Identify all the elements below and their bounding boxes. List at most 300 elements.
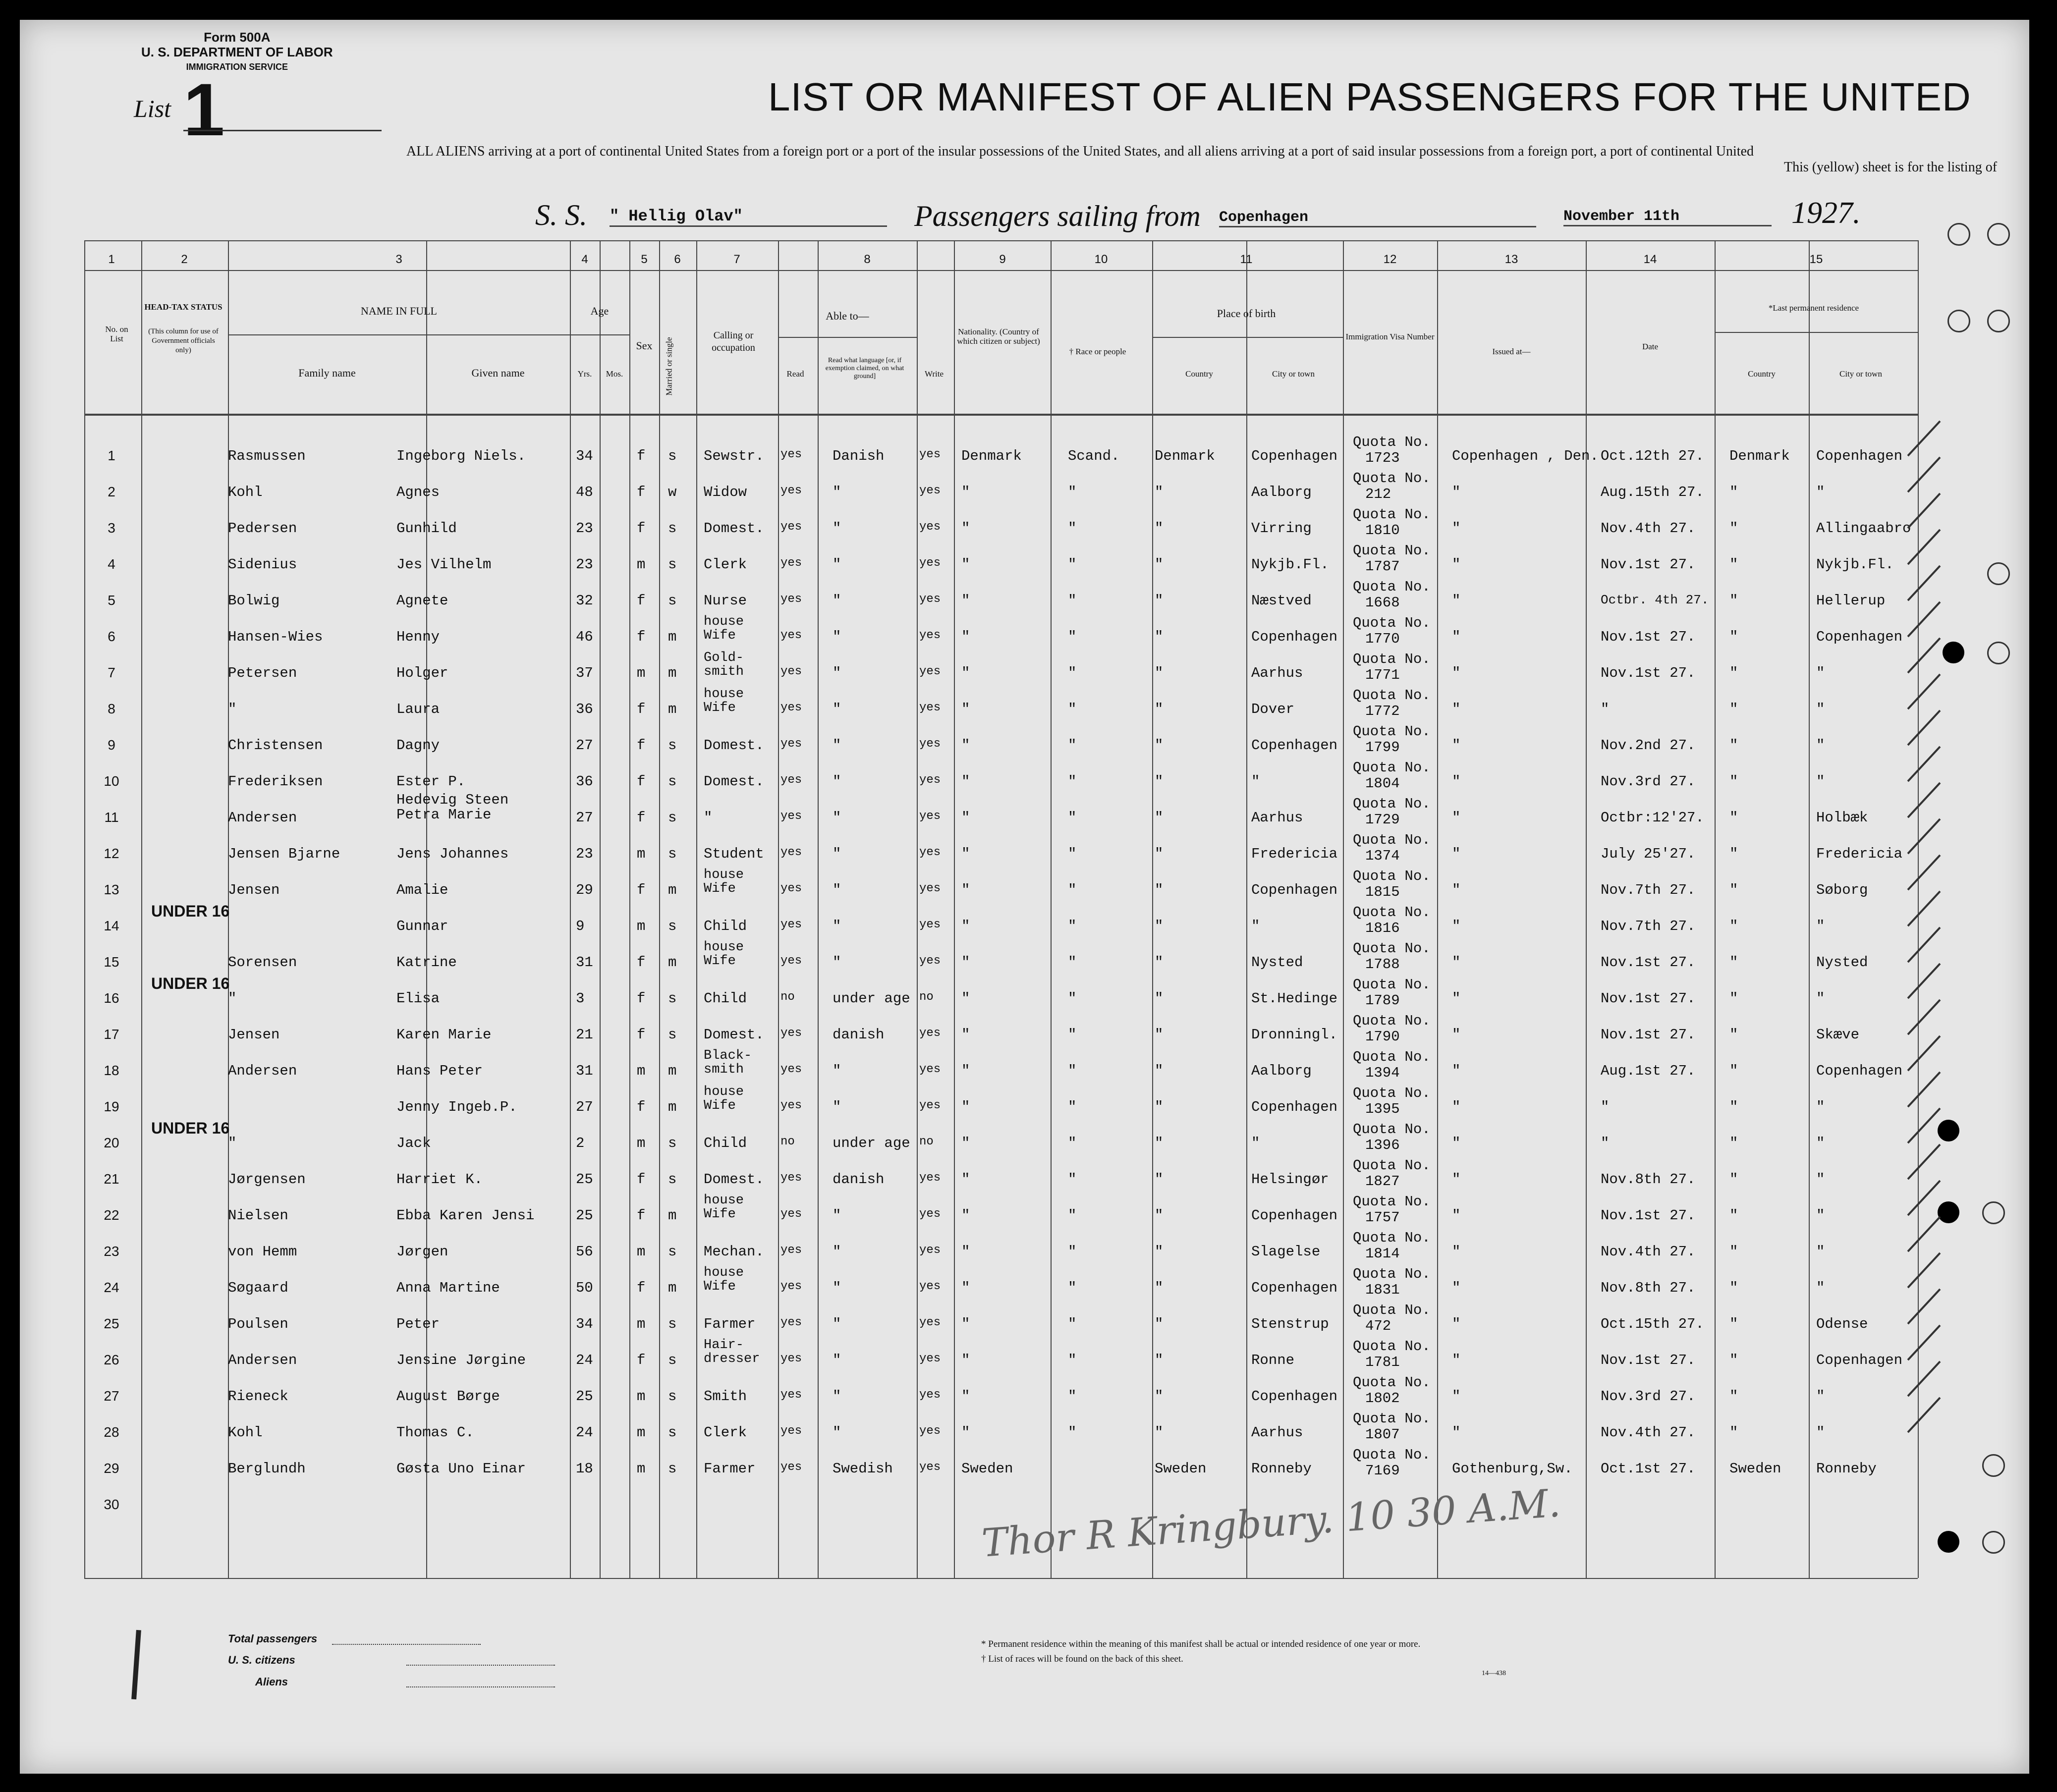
can-write: yes [919, 1244, 941, 1257]
visa-issued-at: " [1452, 1171, 1461, 1188]
given-name: Gøsta Uno Einar [396, 1461, 526, 1477]
birth-country: " [1155, 1316, 1164, 1332]
read-language: " [833, 701, 841, 717]
visa-number: 1799 [1365, 739, 1400, 756]
occupation: Widow [704, 484, 747, 500]
can-read: yes [780, 918, 802, 931]
race: " [1068, 665, 1077, 681]
read-language: " [833, 954, 841, 971]
visa-issued-at: " [1452, 701, 1461, 717]
footer-total: Total passengers [228, 1632, 318, 1645]
col-no-on-list: No. on List [105, 325, 128, 343]
residence-city: " [1816, 1207, 1825, 1224]
table-row [20, 792, 1918, 839]
birth-country: " [1155, 846, 1164, 862]
row-number: 4 [108, 556, 115, 572]
given-name: Harriet K. [396, 1171, 483, 1188]
birth-city: Copenhagen [1251, 1099, 1338, 1115]
table-row [20, 1157, 1918, 1200]
race: " [1068, 1135, 1077, 1151]
birth-country: " [1155, 810, 1164, 826]
residence-city: Søborg [1816, 882, 1868, 898]
residence-country: " [1729, 990, 1738, 1007]
row-number: 19 [104, 1099, 119, 1114]
visa-date: Nov.8th 27. [1601, 1280, 1696, 1296]
sex: f [637, 810, 646, 826]
visa-date: Octbr. 4th 27. [1601, 593, 1709, 607]
service: IMMIGRATION SERVICE [186, 62, 288, 72]
read-language: " [833, 918, 841, 934]
residence-country: " [1729, 737, 1738, 754]
can-write: yes [919, 1099, 941, 1112]
visa-issued-at: " [1452, 810, 1461, 826]
occupation: house Wife [704, 868, 744, 896]
residence-country: " [1729, 1388, 1738, 1405]
read-language: Danish [833, 448, 885, 464]
nationality: " [961, 1316, 970, 1332]
residence-country: Denmark [1729, 448, 1790, 464]
visa-issued-at: " [1452, 1135, 1461, 1151]
age-years: 27 [576, 737, 593, 754]
visa-issued-at: Copenhagen , Den. [1452, 448, 1599, 464]
inspector-signature: Thor R Kringbury. 10 30 A.M. [980, 1481, 1562, 1566]
occupation: Child [704, 918, 747, 934]
family-name: Bolwig [228, 593, 280, 609]
marital-status: m [668, 665, 677, 681]
residence-country: " [1729, 1244, 1738, 1260]
visa-label: Quota No. [1353, 1447, 1431, 1463]
race: " [1068, 918, 1077, 934]
visa-issued-at: " [1452, 1316, 1461, 1332]
residence-country: Sweden [1729, 1461, 1781, 1477]
family-name: Andersen [228, 1063, 297, 1079]
visa-date: Nov.3rd 27. [1601, 773, 1696, 790]
birth-city: Copenhagen [1251, 448, 1338, 464]
occupation: Farmer [704, 1461, 756, 1477]
nationality: " [961, 593, 970, 609]
visa-date: Oct.12th 27. [1601, 448, 1704, 464]
read-language: " [833, 1244, 841, 1260]
visa-date: Nov.1st 27. [1601, 1027, 1696, 1043]
column-number: 11 [1240, 253, 1253, 266]
pencil-check-mark [1908, 1398, 1940, 1432]
given-name: Amalie [396, 882, 448, 898]
can-write: yes [919, 1424, 941, 1438]
col-read: Read [786, 369, 804, 379]
birth-city: Copenhagen [1251, 1207, 1338, 1224]
form-number: Form 500A [204, 30, 271, 45]
column-number: 14 [1643, 253, 1657, 266]
table-row [20, 687, 1918, 730]
read-language: " [833, 593, 841, 609]
family-name: Jørgensen [228, 1171, 306, 1188]
visa-label: Quota No. [1353, 832, 1431, 848]
visa-number: 1374 [1365, 848, 1400, 864]
occupation: Gold- smith [704, 651, 744, 679]
visa-date: Aug.1st 27. [1601, 1063, 1696, 1079]
occupation: house Wife [704, 687, 744, 715]
residence-city: " [1816, 1244, 1825, 1260]
row-number: 23 [104, 1244, 119, 1259]
sex: f [637, 1171, 646, 1188]
table-row [20, 614, 1918, 658]
grid-subhline [1715, 332, 1918, 333]
list-label: List [134, 95, 171, 122]
given-name: Karen Marie [396, 1027, 492, 1043]
row-number: 1 [108, 448, 115, 463]
birth-city: Stenstrup [1251, 1316, 1329, 1332]
sex: f [637, 1099, 646, 1115]
birth-city: Dronningl. [1251, 1027, 1338, 1043]
can-read: yes [780, 1316, 802, 1329]
visa-label: Quota No. [1353, 1085, 1431, 1101]
can-write: yes [919, 629, 941, 642]
given-name: Hans Peter [396, 1063, 483, 1079]
sailing-label: Passengers sailing from [914, 200, 1201, 232]
age-years: 27 [576, 810, 593, 826]
occupation: Domest. [704, 773, 764, 790]
race: " [1068, 1099, 1077, 1115]
can-read: yes [780, 810, 802, 823]
pencil-check-mark [1908, 1036, 1940, 1071]
can-write: yes [919, 810, 941, 823]
nationality: " [961, 1388, 970, 1405]
col-given-name: Given name [471, 367, 525, 379]
visa-label: Quota No. [1353, 1013, 1431, 1029]
table-row [20, 868, 1918, 911]
visa-issued-at: " [1452, 593, 1461, 609]
table-row [20, 1302, 1918, 1345]
race: " [1068, 737, 1077, 754]
visa-issued-at: " [1452, 665, 1461, 681]
race: " [1068, 1352, 1077, 1368]
race: " [1068, 846, 1077, 862]
residence-country: " [1729, 593, 1738, 609]
binder-hole [1982, 1531, 2005, 1554]
age-years: 34 [576, 1316, 593, 1332]
age-years: 31 [576, 1063, 593, 1079]
pencil-check-mark [1908, 710, 1940, 745]
can-read: yes [780, 1027, 802, 1040]
row-number: 13 [104, 882, 119, 897]
marital-status: s [668, 1461, 677, 1477]
read-language: " [833, 1316, 841, 1332]
race: " [1068, 484, 1077, 500]
col-age: Age [590, 305, 609, 317]
read-language: Swedish [833, 1461, 893, 1477]
row-number: 28 [104, 1424, 119, 1440]
visa-label: Quota No. [1353, 1121, 1431, 1138]
given-name: Holger [396, 665, 448, 681]
birth-country: " [1155, 1244, 1164, 1260]
age-years: 9 [576, 918, 585, 934]
race: " [1068, 593, 1077, 609]
sex: f [637, 484, 646, 500]
marital-status: m [668, 701, 677, 717]
visa-date: Nov.2nd 27. [1601, 737, 1696, 754]
marital-status: s [668, 1244, 677, 1260]
birth-city: Nykjb.Fl. [1251, 556, 1329, 573]
marital-status: s [668, 918, 677, 934]
can-read: yes [780, 701, 802, 714]
visa-issued-at: " [1452, 1280, 1461, 1296]
col-race: † Race or people [1069, 347, 1126, 356]
visa-date: " [1601, 701, 1610, 717]
visa-number: 1394 [1365, 1065, 1400, 1081]
family-name: Jensen [228, 882, 280, 898]
birth-city: Helsingør [1251, 1171, 1329, 1188]
visa-number: 7169 [1365, 1463, 1400, 1479]
visa-number: 1396 [1365, 1137, 1400, 1153]
visa-number: 1815 [1365, 884, 1400, 900]
family-name: Frederiksen [228, 773, 323, 790]
visa-label: Quota No. [1353, 687, 1431, 704]
given-name: Jenny Ingeb.P. [396, 1099, 517, 1115]
race: " [1068, 1027, 1077, 1043]
read-language: " [833, 1099, 841, 1115]
row-number: 24 [104, 1280, 119, 1295]
footer-aliens: Aliens [255, 1676, 288, 1688]
can-read: yes [780, 1388, 802, 1402]
sex: f [637, 1352, 646, 1368]
sex: m [637, 1244, 646, 1260]
sex: f [637, 954, 646, 971]
residence-city: Fredericia [1816, 846, 1903, 862]
visa-label: Quota No. [1353, 470, 1431, 487]
visa-number: 1804 [1365, 775, 1400, 792]
can-write: yes [919, 918, 941, 931]
can-write: yes [919, 737, 941, 751]
visa-date: Nov.1st 27. [1601, 1207, 1696, 1224]
table-row [20, 1193, 1918, 1237]
read-language: " [833, 737, 841, 754]
binder-hole [1938, 1531, 1959, 1553]
family-name: Andersen [228, 1352, 297, 1368]
residence-city: Copenhagen [1816, 448, 1903, 464]
race: " [1068, 954, 1077, 971]
can-write: yes [919, 1461, 941, 1474]
manifest-sheet [20, 20, 2029, 1774]
sex: m [637, 1063, 646, 1079]
can-write: yes [919, 882, 941, 895]
can-write: yes [919, 1316, 941, 1329]
table-row [20, 723, 1918, 766]
row-number: 27 [104, 1388, 119, 1404]
residence-country: " [1729, 1063, 1738, 1079]
occupation: Nurse [704, 593, 747, 609]
sex: f [637, 737, 646, 754]
pencil-check-mark [1908, 1000, 1940, 1034]
occupation: Black- smith [704, 1048, 752, 1077]
age-years: 36 [576, 701, 593, 717]
visa-label: Quota No. [1353, 1266, 1431, 1282]
visa-date: Oct.1st 27. [1601, 1461, 1696, 1477]
visa-number: 1814 [1365, 1246, 1400, 1262]
visa-number: 212 [1365, 486, 1391, 502]
residence-city: Copenhagen [1816, 629, 1903, 645]
birth-country: " [1155, 1063, 1164, 1079]
family-name: Jensen Bjarne [228, 846, 340, 862]
residence-city: Allingaabro [1816, 520, 1911, 537]
occupation: " [704, 810, 713, 826]
table-row [20, 1013, 1918, 1056]
residence-city: " [1816, 1099, 1825, 1115]
visa-date: Nov.1st 27. [1601, 1352, 1696, 1368]
can-write: yes [919, 484, 941, 497]
residence-city: " [1816, 665, 1825, 681]
birth-city: " [1251, 773, 1260, 790]
visa-number: 1781 [1365, 1354, 1400, 1370]
residence-country: " [1729, 918, 1738, 934]
sex: m [637, 1316, 646, 1332]
given-name: Laura [396, 701, 440, 717]
can-read: yes [780, 773, 802, 787]
col-last-residence: *Last permanent residence [1768, 303, 1859, 313]
sex: m [637, 1388, 646, 1405]
row-number: 25 [104, 1316, 119, 1331]
visa-issued-at: " [1452, 773, 1461, 790]
marital-status: m [668, 1280, 677, 1296]
given-name: Jensine Jørgine [396, 1352, 526, 1368]
birth-country: " [1155, 484, 1164, 500]
visa-date: Nov.1st 27. [1601, 556, 1696, 573]
nationality: " [961, 484, 970, 500]
visa-number: 1395 [1365, 1101, 1400, 1117]
residence-country: " [1729, 1207, 1738, 1224]
residence-country: " [1729, 665, 1738, 681]
visa-issued-at: " [1452, 954, 1461, 971]
col-res-city: City or town [1839, 369, 1882, 379]
visa-issued-at: " [1452, 484, 1461, 500]
family-name: " [228, 990, 237, 1007]
table-row [20, 651, 1918, 694]
residence-city: " [1816, 1388, 1825, 1405]
birth-city: " [1251, 918, 1260, 934]
table-row [20, 1265, 1918, 1309]
visa-label: Quota No. [1353, 1338, 1431, 1355]
visa-date: " [1601, 1099, 1610, 1115]
age-years: 25 [576, 1171, 593, 1188]
nationality: " [961, 1063, 970, 1079]
nationality: Sweden [961, 1461, 1013, 1477]
birth-country: " [1155, 882, 1164, 898]
given-name: Thomas C. [396, 1424, 474, 1441]
list-underline [183, 130, 382, 131]
residence-city: Ronneby [1816, 1461, 1877, 1477]
age-years: 3 [576, 990, 585, 1007]
sex: f [637, 520, 646, 537]
table-row [20, 1048, 1918, 1092]
residence-country: " [1729, 1171, 1738, 1188]
visa-issued-at: " [1452, 1207, 1461, 1224]
marital-status: s [668, 990, 677, 1007]
grid-subhline [570, 334, 629, 335]
race: " [1068, 773, 1077, 790]
family-name: Sorensen [228, 954, 297, 971]
sex: f [637, 593, 646, 609]
age-years: 48 [576, 484, 593, 500]
can-read: yes [780, 1099, 802, 1112]
pencil-check-mark [1908, 530, 1940, 564]
age-years: 25 [576, 1207, 593, 1224]
residence-city: " [1816, 1424, 1825, 1441]
departure-date: November 11th [1563, 208, 1772, 226]
row-number: 15 [104, 954, 119, 970]
age-years: 27 [576, 1099, 593, 1115]
col-able-to: Able to— [826, 310, 869, 322]
birth-city: Dover [1251, 701, 1295, 717]
occupation: Domest. [704, 520, 764, 537]
col-yrs: Yrs. [577, 369, 592, 379]
nationality: " [961, 1280, 970, 1296]
col-issued-at: Issued at— [1492, 347, 1531, 356]
age-years: 46 [576, 629, 593, 645]
birth-city: Nysted [1251, 954, 1303, 971]
residence-country: " [1729, 1316, 1738, 1332]
marital-status: s [668, 520, 677, 537]
visa-number: 1807 [1365, 1426, 1400, 1443]
pencil-check-mark [1908, 891, 1940, 926]
can-read: yes [780, 520, 802, 534]
age-years: 56 [576, 1244, 593, 1260]
table-row [20, 1338, 1918, 1381]
nationality: " [961, 918, 970, 934]
sex: f [637, 629, 646, 645]
family-name: von Hemm [228, 1244, 297, 1260]
row-number: 16 [104, 990, 119, 1006]
table-row [20, 975, 1918, 1020]
visa-date: Nov.1st 27. [1601, 954, 1696, 971]
read-language: " [833, 1280, 841, 1296]
marital-status: m [668, 1207, 677, 1224]
birth-city: Slagelse [1251, 1244, 1321, 1260]
birth-country: " [1155, 1099, 1164, 1115]
birth-city: Copenhagen [1251, 737, 1338, 754]
visa-date: Nov.1st 27. [1601, 629, 1696, 645]
birth-country: " [1155, 990, 1164, 1007]
row-number: 26 [104, 1352, 119, 1367]
col-head-tax: HEAD-TAX STATUS [144, 302, 222, 312]
residence-country: " [1729, 810, 1738, 826]
race: " [1068, 629, 1077, 645]
given-name: Jack [396, 1135, 431, 1151]
occupation: Sewstr. [704, 448, 764, 464]
table-row [20, 1085, 1918, 1128]
read-language: " [833, 1352, 841, 1368]
given-name: Agnes [396, 484, 440, 500]
row-number: 2 [108, 484, 115, 499]
age-years: 29 [576, 882, 593, 898]
visa-date: Nov.4th 27. [1601, 520, 1696, 537]
nationality: " [961, 1244, 970, 1260]
birth-city: Copenhagen [1251, 1388, 1338, 1405]
table-row [20, 902, 1918, 947]
residence-country: " [1729, 846, 1738, 862]
birth-country: " [1155, 1388, 1164, 1405]
form-header [141, 30, 333, 74]
residence-country: " [1729, 1352, 1738, 1368]
row-number: 20 [104, 1135, 119, 1150]
visa-date: July 25'27. [1601, 846, 1696, 862]
birth-country: " [1155, 520, 1164, 537]
birth-country: " [1155, 1352, 1164, 1368]
pencil-check-mark [1908, 638, 1940, 673]
read-language: " [833, 1388, 841, 1405]
residence-city: " [1816, 918, 1825, 934]
visa-label: Quota No. [1353, 904, 1431, 921]
race: " [1068, 1063, 1077, 1079]
head-tax-status: UNDER 16 [151, 975, 230, 992]
